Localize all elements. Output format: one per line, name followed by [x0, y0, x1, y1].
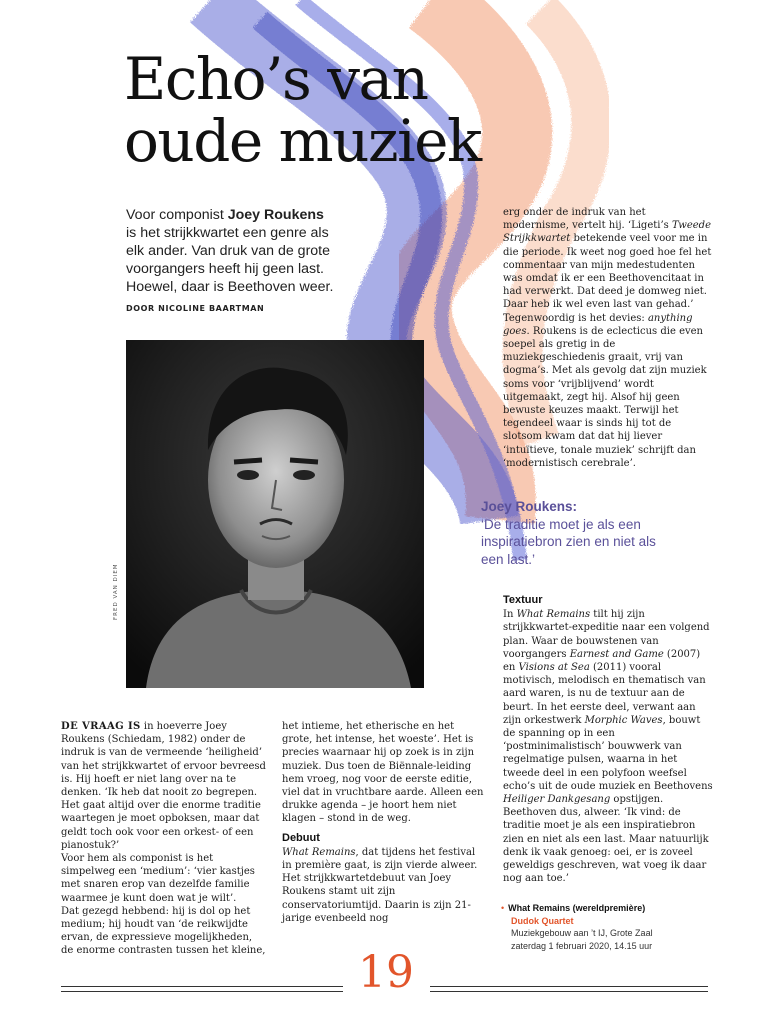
work-title: Earnest and Game [569, 648, 664, 660]
text: betekende veel voor me in die periode. Ik weet nog goed hoe fel het commentaar van mijn medestudenten was omdat ik er een Beethovencitaat in had verwerkt. Dat deed je domweg niet. Daar heb ik wel even last van gehad.’ [503, 233, 712, 311]
column-3 [503, 594, 713, 885]
text: (2011) vooral motivisch, melodisch en thematisch van aard waren, is nu de textuur aan de beurt. In het eerste deel, verwant aan zijn orkestwerk [503, 662, 706, 726]
portrait-photo [126, 340, 424, 688]
paragraph [503, 206, 713, 312]
page-number: 19 [358, 947, 414, 998]
column-2 [282, 720, 487, 925]
pull-quote [481, 498, 681, 568]
event-date: zaterdag 1 februari 2020, 14.15 uur [511, 940, 653, 951]
work-label: What Remains (wereldpremière) [508, 903, 646, 913]
paragraph: Voor hem als componist is het simpelweg een ‘medium’: ‘vier kastjes met snaren erop van dezelfde familie waarmee je kunt doen wat je wilt’. [61, 853, 255, 904]
text: , dat tijdens het festival in première gaat, is zijn vierde alweer. Het strijkkwartetdebuut van Joey Roukens stamt uit zijn conservatoriumtijd. Daarin is zijn 21-jarige evenbeeld nog [282, 846, 478, 924]
footer-rule-left [61, 986, 343, 992]
article-title [124, 45, 481, 175]
text: . Roukens is de eclecticus die even soepel als gretig in de muziekgeschiedenis graait, vrij van dogma’s. Met als gevolg dat zijn muziek soms voor ‘vrijblijvend’ wordt uitgemaakt, zegt hij. Alsof hij geen bewuste keuzes maakt. Terwijl het tegendeel waar is sinds hij tot de slotsom kwam dat dat hij liever ‘intuïtieve, tonale muziek’ schrijft dan ‘modernistisch cerebrale’. [503, 325, 707, 469]
subheading-textuur: Textuur [503, 594, 543, 606]
text: In [503, 609, 517, 621]
text: in hoeverre Joey Roukens (Schiedam, 1982) onder de indruk is van de vermeende ‘heiligheid’ van het strijkkwartet of ervoor bevreesd is. Hij hoeft er niet lang over na te denken. ‘Ik heb dat nooit zo begrepen. Het gaat altijd over die enorme traditie waartegen je moet opboksen, maar dat geldt toch ook voor een orkest- of een pianostuk?’ [61, 721, 266, 851]
event-venue: Muziekgebouw aan ’t IJ, Grote Zaal [511, 928, 653, 938]
portrait-illustration [126, 340, 424, 688]
intro-pre: Voor componist [126, 207, 228, 223]
intro-text [126, 206, 336, 296]
quote-text: ‘De traditie moet je als een inspiratiebron zien en niet als een last.’ [481, 516, 656, 567]
paragraph: Beethoven dus, alweer. ‘Ik vind: de traditie moet je als een inspiratiebron zien en niet als een last. Maar natuurlijk denk ik vaak genoeg: oei, er is zoveel geweldigs geschreven, wat voeg ik daar nog aan toe.’ [503, 807, 709, 885]
paragraph: het intieme, het etherische en het grote, het intense, het woeste’. Het is precies waarnaar hij op zoek is in zijn muziek. Dus toen de Biënnale-leiding hem vroeg, nog voor de eerste editie, viel dat in vruchtbare aarde. Alleen een drukke agenda – je hoort hem niet klagen – stond in de weg. [282, 721, 484, 825]
bullet-icon: • [501, 903, 505, 913]
paragraph [503, 608, 713, 806]
text: erg onder de indruk van het modernisme, vertelt hij. ‘Ligeti’s [503, 207, 672, 232]
intro-block [126, 206, 336, 318]
text: opstijgen. [610, 794, 664, 806]
lead-in: DE VRAAG IS [61, 721, 141, 732]
work-title: Visions at Sea [518, 662, 590, 674]
paragraph: Dat gezegd hebbend: hij is dol op het medium; hij houdt van ‘de reikwijdte ervan, de expressieve mogelijkheden, de enorme contrasten tussen het kleine, [61, 905, 266, 957]
title-line-2: oude muziek [124, 107, 481, 175]
column-right-top [503, 206, 713, 470]
text: (2007) en [503, 648, 701, 674]
intro-post: is het strijkkwartet een genre als elk ander. Van druk van de grote voorgangers heeft hij geen last. Hoewel, daar is Beethoven weer. [126, 225, 334, 295]
event-info [501, 902, 711, 952]
text: Tegenwoordig is het devies: [503, 312, 648, 324]
paragraph [282, 846, 487, 925]
event-work [501, 902, 711, 915]
footer-rule-right [430, 986, 708, 992]
photo-credit: FRED VAN DIEM [113, 563, 119, 620]
work-title: Tweede Strijkkwartet [503, 220, 711, 245]
subheading-debuut: Debuut [282, 831, 320, 844]
emphasis: anything goes [503, 312, 693, 337]
text: , bouwt de spanning op in een ‘postminimalistisch’ bouwwerk van regelmatige pulsen, waarna in het tweede deel in een polyfoon weefsel echo’s uit de oude muziek en Beethovens [503, 714, 713, 792]
text: tilt hij zijn strijkkwartet-expeditie naar een volgend plan. Waar de bouwstenen van voorgangers [503, 609, 710, 660]
column-1 [61, 720, 267, 958]
work-title: What Remains [516, 609, 591, 621]
intro-name: Joey Roukens [227, 207, 324, 223]
work-title: Morphic Waves [584, 714, 663, 726]
title-line-1: Echo’s van [124, 45, 428, 113]
byline: DOOR NICOLINE BAARTMAN [126, 304, 265, 313]
work-title: What Remains [282, 846, 356, 858]
paragraph [61, 720, 267, 852]
paragraph [503, 312, 713, 470]
quote-name: Joey Roukens: [481, 499, 578, 514]
work-title: Heiliger Dankgesang [503, 794, 611, 806]
event-performer: Dudok Quartet [511, 915, 574, 926]
